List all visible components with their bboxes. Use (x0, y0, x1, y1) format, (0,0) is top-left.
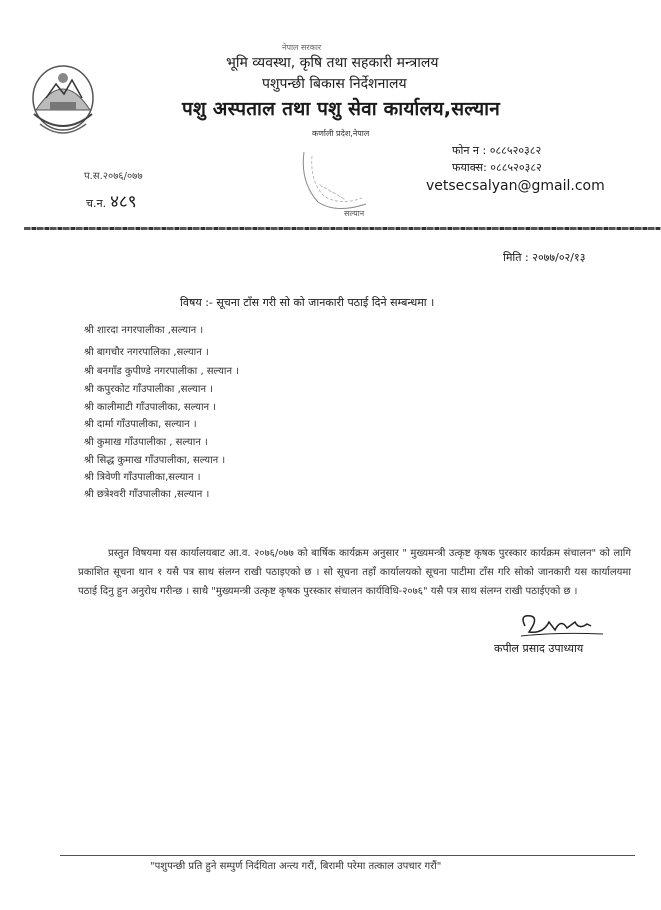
addressee-item: श्री सिद्ध कुमाख गाँउपालीका, सल्यान । (84, 455, 226, 466)
svg-text:~~~~~~: ~~~~~~ (317, 181, 347, 203)
addressee-item: श्री कुमाख गाँउपालीका , सल्यान । (84, 437, 208, 448)
chalani-label: च.न. (86, 197, 107, 210)
addressee-item: श्री कालीमाटी गाँउपालीका, सल्यान । (84, 402, 217, 413)
letter-body (78, 544, 631, 601)
patra-sankhya: प.स.२०७६/०७७ (84, 171, 143, 182)
letter-subject: विषय :- सूचना टाँस गरी सो को जानकारी पठाई दिने सम्बन्धमा । (180, 296, 435, 309)
footer-divider (60, 855, 635, 856)
govt-label: नेपाल सरकार (282, 43, 322, 52)
stamp-label: सल्यान (344, 209, 365, 218)
email-address: vetsecsalyan@gmail.com (426, 178, 605, 194)
department-name: पशुपन्छी बिकास निर्देशनालय (262, 76, 407, 92)
addressee-item: श्री बनगाँड कुपीण्डे नगरपालीका , सल्यान । (84, 366, 240, 377)
chalani-value: ४८९ (110, 192, 137, 212)
letter-body-text: प्रस्तुत विषयमा यस कार्यालयबाट आ.व. २०७६/०७७ को बार्षिक कार्यक्रम अनुसार " मुख्यमन्त्री उत्कृष्ट कृषक पुरस्कार कार्यक्रम संचालन" को लागि प्रकाशित सूचना थान १ यसै पत्र साथ संलग्न राखी पठाइएको छ । सो सूचना तहाँ कार्यालयको सूचना पाटीमा टाँस गरि सोको जानकारी यस कार्यालयमा पठाई दिनु हुन अनुरोध गरीन्छ । साथै "मुख्यमन्त्री उत्कृष्ट कृषक पुरस्कार संचालन कार्यविधि-२०७६" यसै पत्र साथ संलग्न राखी पठाईएको छ । (78, 548, 631, 597)
addressee-item: श्री दार्मा गाँउपालीका, सल्यान । (84, 419, 197, 430)
footer-motto: "पशुपन्छी प्रति हुने सम्पुर्ण निर्दयिता अन्त्य गरौं, बिरामी परेमा तत्काल उपचार गरौं" (150, 861, 442, 872)
addressee-item: श्री बागचौर नगरपालिका ,सल्यान । (84, 347, 209, 358)
addressee-item: श्री कपुरकोट गाँउपालीका ,सल्यान । (84, 384, 213, 395)
nepal-emblem-logo (26, 58, 100, 142)
addressee-item: श्री छत्रेश्वरी गाँउपालीका ,सल्यान । (84, 489, 210, 500)
addressee-item: श्री शारदा नगरपालीका ,सल्यान । (84, 325, 204, 336)
addressee-item: श्री त्रिवेणी गाँउपालीका,सल्यान । (84, 472, 201, 483)
signature (517, 604, 609, 644)
chalani-number (86, 189, 137, 212)
phone-number: फोन न : ०८८५२०३८२ (452, 144, 542, 157)
letter-date: मिति : २०७७/०२/१३ (503, 251, 586, 264)
ministry-name: भूमि व्यवस्था, कृषि तथा सहकारी मन्त्रालय (226, 55, 439, 71)
header-divider (24, 227, 661, 230)
signatory-name: कपील प्रसाद उपाध्याय (494, 642, 584, 655)
office-stamp (296, 142, 378, 214)
fax-number: फयाक्स: ०८८५२०३८२ (452, 161, 542, 174)
office-name: पशु अस्पताल तथा पशु सेवा कार्यालय,सल्यान (182, 98, 501, 120)
province-label: कर्णाली प्रदेश,नेपाल (312, 129, 370, 138)
